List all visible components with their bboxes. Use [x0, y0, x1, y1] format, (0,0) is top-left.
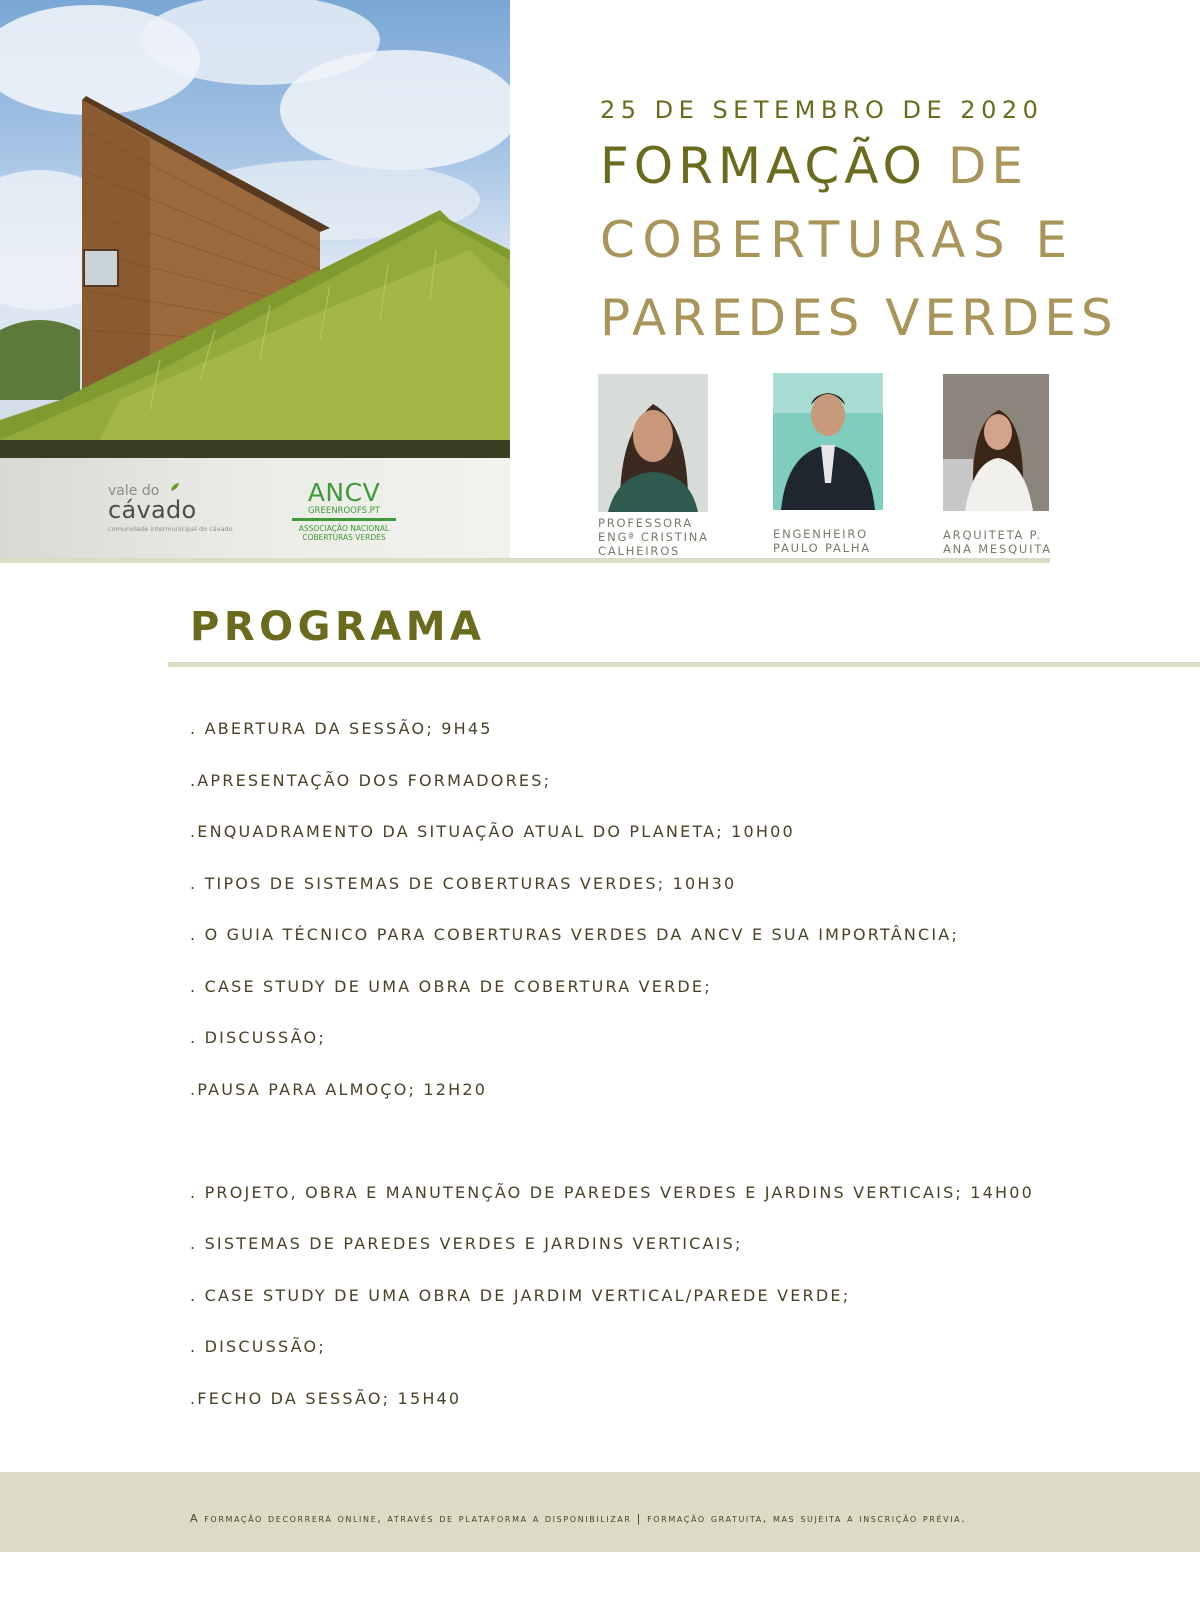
- speaker-caption: ARQUITETA P. ANA MESQUITA: [943, 528, 1052, 556]
- green-roof-house-illustration: [0, 0, 510, 458]
- list-item: . O GUIA TÉCNICO PARA COBERTURAS VERDES DA ANCV E SUA IMPORTÂNCIA;: [190, 925, 960, 944]
- list-item: . SISTEMAS DE PAREDES VERDES E JARDINS VERTICAIS;: [190, 1234, 743, 1253]
- list-item: .ENQUADRAMENTO DA SITUAÇÃO ATUAL DO PLANETA; 10H00: [190, 822, 795, 841]
- hero-photo: [0, 0, 510, 458]
- speaker-caption: PROFESSORA ENGª CRISTINA CALHEIROS: [598, 516, 709, 558]
- header-divider: [0, 558, 1050, 563]
- title-line-2: COBERTURAS E: [600, 211, 1075, 269]
- title-line-3: PAREDES VERDES: [600, 289, 1118, 347]
- list-item: . CASE STUDY DE UMA OBRA DE JARDIM VERTICAL/PAREDE VERDE;: [190, 1285, 851, 1305]
- speaker-paulo-palha: [773, 373, 883, 555]
- list-item: . ABERTURA DA SESSÃO; 9H45: [190, 719, 493, 738]
- speaker-caption: ENGENHEIRO PAULO PALHA: [773, 527, 871, 555]
- list-item: . CASE STUDY DE UMA OBRA DE COBERTURA VERDE;: [190, 976, 712, 996]
- list-item: . DISCUSSÃO;: [190, 1337, 326, 1356]
- programa-divider: [168, 662, 1200, 667]
- list-item: . DISCUSSÃO;: [190, 1028, 326, 1047]
- list-spacer: [190, 1130, 1034, 1182]
- footer-band: [0, 1472, 1200, 1552]
- speaker-cristina-calheiros: [598, 374, 709, 558]
- speaker-photo: [943, 374, 1049, 511]
- programa-title: PROGRAMA: [190, 604, 486, 650]
- ancv-logo: ANCV GREENROOFS.PT ASSOCIAÇÃO NACIONAL COBERTURAS VERDES: [292, 480, 396, 542]
- speaker-photo: [773, 373, 883, 510]
- vale-do-cavado-logo: vale do cávado comunidade intermunicipal do cávado: [108, 483, 233, 533]
- title-line-1: FORMAÇÃO DE: [600, 137, 1028, 195]
- programa-list: [190, 718, 1034, 1439]
- list-item: .FECHO DA SESSÃO; 15H40: [190, 1388, 462, 1408]
- list-item: . PROJETO, OBRA E MANUTENÇÃO DE PAREDES VERDES E JARDINS VERTICAIS; 14H00: [190, 1182, 1035, 1202]
- logo-band: [0, 458, 510, 560]
- speaker-photo: [598, 374, 708, 512]
- footer-note: A formação decorrerá online, através de plataforma a disponibilizar | formação gratuita, mas sujeita a inscrição prévia.: [190, 1512, 967, 1525]
- list-item: .PAUSA PARA ALMOÇO; 12H20: [190, 1079, 488, 1099]
- list-item: .APRESENTAÇÃO DOS FORMADORES;: [190, 770, 552, 790]
- speaker-ana-mesquita: [943, 374, 1052, 556]
- leaf-icon: [170, 482, 180, 492]
- list-item: . TIPOS DE SISTEMAS DE COBERTURAS VERDES; 10H30: [190, 873, 737, 893]
- event-date: 25 DE SETEMBRO DE 2020: [600, 96, 1044, 124]
